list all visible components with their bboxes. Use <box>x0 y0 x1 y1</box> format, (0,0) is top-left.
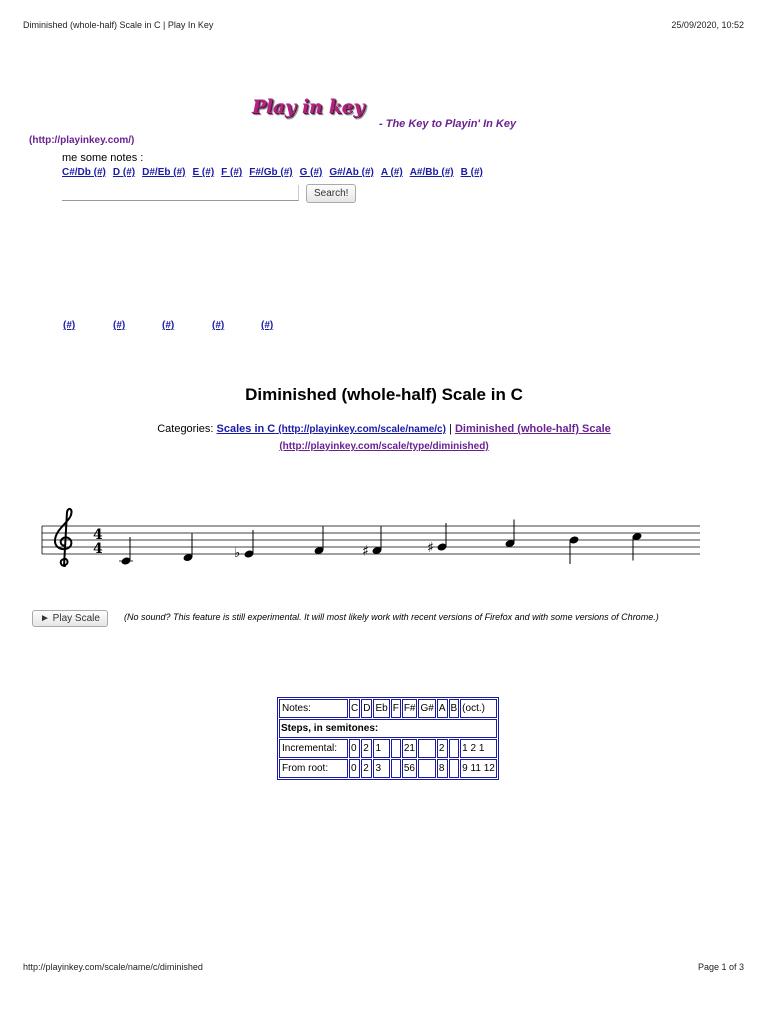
play-scale-button[interactable]: ► Play Scale <box>32 610 108 627</box>
staff-note <box>427 523 447 556</box>
print-header-title: Diminished (whole-half) Scale in C | Play In Key <box>23 20 214 30</box>
note-link[interactable]: A#/Bb (#) <box>409 167 454 178</box>
staff-note <box>119 537 133 566</box>
table-cell <box>418 739 435 758</box>
steps-table <box>277 697 499 780</box>
sharp-link-2[interactable]: (#) <box>113 320 126 331</box>
search-input[interactable] <box>62 185 299 201</box>
note-link[interactable]: G#/Ab (#) <box>329 167 374 178</box>
table-cell: 21 <box>402 739 418 758</box>
table-cell: D <box>361 699 372 718</box>
treble-clef-icon <box>55 509 72 566</box>
note-link[interactable]: C#/Db (#) <box>62 167 106 178</box>
staff-note <box>362 527 382 560</box>
table-cell: A <box>437 699 448 718</box>
table-cell: 3 <box>373 759 389 778</box>
print-footer-page: Page 1 of 3 <box>697 962 744 972</box>
sharp-link-5[interactable]: (#) <box>261 320 274 331</box>
site-logo[interactable]: Play in key <box>252 96 365 118</box>
steps-heading: Steps, in semitones: <box>279 719 497 738</box>
sharp-link-3[interactable]: (#) <box>162 320 175 331</box>
table-row <box>279 719 497 738</box>
staff-note <box>569 535 580 564</box>
table-cell: 0 <box>349 739 360 758</box>
sound-note: (No sound? This feature is still experimental. It will most likely work with recent versions of Firefox and with some versions of Chrome.) <box>124 612 659 622</box>
sharp-link-1[interactable]: (#) <box>63 320 76 331</box>
categories-label: Categories: <box>157 423 214 435</box>
note-links <box>62 167 490 178</box>
notes-label: Notes: <box>279 699 348 718</box>
category-link-scales-in-c[interactable]: Scales in C (http://playinkey.com/scale/name/c) <box>216 423 446 435</box>
table-cell: G# <box>418 699 435 718</box>
table-row <box>279 759 497 778</box>
time-signature-bottom: 4 <box>93 541 103 557</box>
staff-note <box>632 532 643 561</box>
staff-note <box>505 520 516 549</box>
category-url-scales-in-c: (http://playinkey.com/scale/name/c) <box>278 424 446 435</box>
category-url-diminished[interactable]: (http://playinkey.com/scale/type/diminished) <box>279 441 489 452</box>
note-link[interactable]: E (#) <box>192 167 215 178</box>
table-cell: 56 <box>402 759 418 778</box>
table-cell: 0 <box>349 759 360 778</box>
note-link[interactable]: G (#) <box>299 167 323 178</box>
note-link[interactable]: A (#) <box>380 167 403 178</box>
print-header-datetime: 25/09/2020, 10:52 <box>671 20 744 30</box>
staff-note <box>234 530 254 561</box>
note-link[interactable]: D#/Eb (#) <box>142 167 186 178</box>
note-link[interactable]: F#/Gb (#) <box>249 167 293 178</box>
svg-text:♯: ♯ <box>427 540 434 556</box>
staff-note <box>183 534 194 563</box>
time-signature-top: 4 <box>93 527 103 543</box>
table-cell: 2 <box>437 739 448 758</box>
table-cell: 1 2 1 <box>460 739 497 758</box>
print-footer-url: http://playinkey.com/scale/name/c/diminished <box>23 962 203 972</box>
sharp-link-4[interactable]: (#) <box>212 320 225 331</box>
page-title: Diminished (whole-half) Scale in C <box>245 385 523 404</box>
table-cell: F# <box>402 699 418 718</box>
home-url[interactable]: (http://playinkey.com/) <box>29 135 135 146</box>
table-cell <box>391 739 401 758</box>
svg-text:♭: ♭ <box>234 546 241 561</box>
table-cell: 1 <box>373 739 389 758</box>
table-cell <box>418 759 435 778</box>
search-button[interactable]: Search! <box>306 184 356 203</box>
table-cell: Eb <box>373 699 389 718</box>
search-prompt: me some notes : <box>62 152 144 164</box>
table-cell: 2 <box>361 759 372 778</box>
category-separator: | <box>449 423 452 435</box>
staff-note <box>314 527 325 556</box>
music-staff <box>38 504 702 574</box>
table-cell: 2 <box>361 739 372 758</box>
note-link[interactable]: F (#) <box>221 167 243 178</box>
incremental-label: Incremental: <box>279 739 348 758</box>
categories <box>0 421 768 455</box>
category-link-diminished[interactable]: Diminished (whole-half) Scale <box>454 423 611 435</box>
table-cell: 8 <box>437 759 448 778</box>
table-row <box>279 699 497 718</box>
table-cell <box>449 759 460 778</box>
table-cell: B <box>449 699 460 718</box>
from-root-label: From root: <box>279 759 348 778</box>
note-link[interactable]: D (#) <box>112 167 136 178</box>
table-cell: (oct.) <box>460 699 497 718</box>
table-cell <box>449 739 460 758</box>
table-cell <box>391 759 401 778</box>
svg-text:♯: ♯ <box>362 543 369 560</box>
table-row <box>279 739 497 758</box>
table-cell: F <box>391 699 401 718</box>
site-tagline: - The Key to Playin' In Key <box>379 118 517 130</box>
table-cell: 9 11 12 <box>460 759 497 778</box>
table-cell: C <box>349 699 360 718</box>
note-link[interactable]: B (#) <box>460 167 483 178</box>
